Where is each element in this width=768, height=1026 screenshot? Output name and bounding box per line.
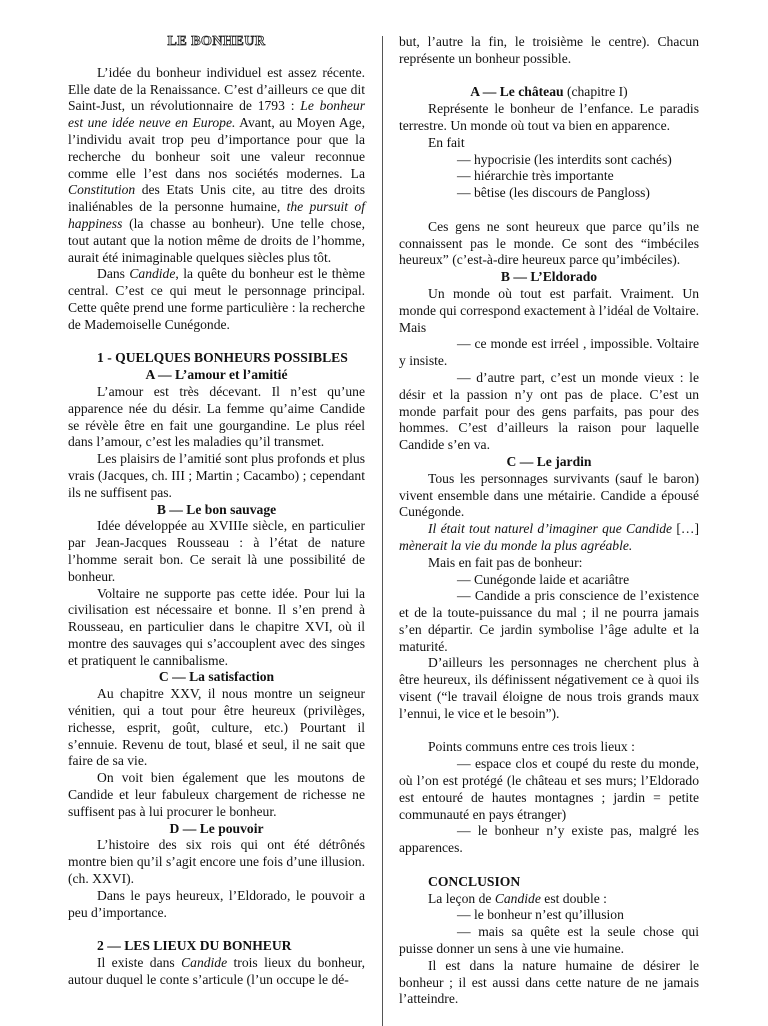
section-1a-paragraph-2: Les plaisirs de l’amitié sont plus profonds et plus vrais (Jacques, ch. III ; Martin ; Cacambo) ; cependant ils ne suffisent pas. — [68, 451, 365, 500]
section-1b-heading: B — Le bon sauvage — [156, 501, 277, 517]
section-1d-paragraph-1: L’histoire des six rois qui ont été détrônés montre bien qu’il s’agit encore une fois d’une illusion. (ch. XXVI). — [68, 837, 365, 887]
intro-paragraph-1: L’idée du bonheur individuel est assez récente. Elle date de la Renaissance. C’est d’ailleurs ce que dit Saint-Just, un révolutionnaire de 1793 : Le bonheur est une idée neuve en Europe. Avant, au Moyen Age, l’individu avait trop peu d’importance pour que la recherche du bonheur soit une valeur reconnue comme elle l’est dans nos sociétés modernes. La Constitution des Etats Unis cite, au titre des droits inaliénables de la personne humaine, the pursuit of happiness (la chasse au bonheur). Une telle chose, tout autant que la notion même de droits de l’homme, aurait été inimaginable quelques siècles plus tôt. — [68, 64, 365, 265]
section-2c-paragraph-2: D’ailleurs les personnages ne cherchent plus à être heureux, ils définissent négativement ce à quoi ils visent (“le travail éloigne de nous trois grands maux l’ennui, le vice et le besoin”). — [399, 655, 699, 721]
section-2-paragraph-continued: but, l’autre la fin, le troisième le centre). Chacun représente un bonheur possible. — [399, 34, 699, 66]
conclusion-heading: CONCLUSION — [428, 873, 521, 889]
section-2b-heading: B — L’Eldorado — [500, 269, 598, 285]
section-2b-bullet-1: — ce monde est irréel , impossible. Voltaire y insiste. — [399, 336, 699, 369]
section-1b-paragraph-2: Voltaire ne supporte pas cette idée. Pour lui la civilisation est nécessaire et bonne. Il s’en prend à Rousseau, en particulier dans le chapitre XVI, où il montre des sauvages qui s’accouplent avec des singes et pratiquent le cannibalisme. — [68, 585, 365, 668]
points-communs-bullet-2: — le bonheur n’y existe pas, malgré les apparences. — [399, 823, 699, 856]
points-communs-heading: Points communs entre ces trois lieux : — [428, 739, 635, 755]
conclusion-paragraph-1: La leçon de Candide est double : — [428, 890, 607, 906]
section-2b-bullet-2: — d’autre part, c’est un monde vieux : le désir et la passion n’y ont pas de place. C’est un monde parfait pour des gens parfaits, pas pour des hommes. C’est d’ailleurs la raison pour laquelle Candide s’en va. — [399, 369, 699, 453]
conclusion-bullet-1: — le bonheur n’est qu’illusion — [457, 907, 624, 923]
section-2a-paragraph-2: Ces gens ne sont heureux que parce qu’ils ne connaissent pas le monde. Ce sont des “imbéciles heureux” (c’est-à-dire heureux parce qu’imbéciles). — [399, 218, 699, 268]
section-1c-paragraph-1: Au chapitre XXV, il nous montre un seigneur vénitien, qui a tout pour être heureux (privilèges, richesse, esprit, goût, culture, etc.) Pourtant il s’ennuie. Revenu de tout, blasé et seul, il ne sait que faire de sa vie. — [68, 686, 365, 769]
section-2-heading: 2 — LES LIEUX DU BONHEUR — [97, 938, 292, 954]
document-title: LE BONHEUR — [167, 34, 266, 49]
left-column — [68, 34, 365, 989]
section-1b-paragraph-1: Idée développée au XVIIIe siècle, en particulier par Jean-Jacques Rousseau : à l’état de nature l’homme serait bon. Ce serait là une possibilité de bonheur. — [68, 518, 365, 584]
right-column — [399, 34, 699, 1008]
section-2c-heading: C — Le jardin — [506, 453, 592, 469]
section-2a-bullet-3: — bêtise (les discours de Pangloss) — [457, 185, 650, 201]
section-2a-heading: A — Le château (chapitre I) — [470, 84, 628, 100]
section-2c-paragraph-1: Tous les personnages survivants (sauf le baron) vivent ensemble dans une métairie. Candide a épousé Cunégonde. — [399, 470, 699, 520]
section-2b-paragraph-1: Un monde où tout est parfait. Vraiment. Un monde qui correspond exactement à l’idéal de Voltaire. Mais — [399, 285, 699, 335]
conclusion-bullet-2: — mais sa quête est la seule chose qui puisse donner un sens à une vie humaine. — [399, 924, 699, 957]
section-2c-mais: Mais en fait pas de bonheur: — [428, 554, 583, 570]
section-1d-heading: D — Le pouvoir — [169, 820, 264, 836]
points-communs-bullet-1: — espace clos et coupé du reste du monde, où l’on est protégé (le château et ses murs; l’Eldorado est entouré de hautes montagnes ; jardin = petite communauté en pays étranger) — [399, 756, 699, 822]
intro-paragraph-2: Dans Candide, la quête du bonheur est le thème central. C’est ce qui meut le personnage principal. Cette quête prend une forme particulière : la recherche de Mademoiselle Cunégonde. — [68, 266, 365, 332]
column-divider — [382, 36, 383, 1026]
section-1a-paragraph-1: L’amour est très décevant. Il n’est qu’une apparence née du désir. La femme qu’aime Candide se révèle être en fait une gourgandine. Le plus réel dans l’amour, c’est les maladies qu’il transmet. — [68, 383, 365, 450]
section-1-heading: 1 - QUELQUES BONHEURS POSSIBLES — [97, 350, 348, 366]
section-2a-en-fait: En fait — [428, 134, 465, 150]
section-2a-bullet-1: — hypocrisie (les interdits sont cachés) — [457, 151, 672, 167]
section-1d-paragraph-2: Dans le pays heureux, l’Eldorado, le pouvoir a peu d’importance. — [68, 887, 365, 920]
section-1c-paragraph-2: On voit bien également que les moutons de Candide et leur fabuleux chargement de richesse ne suffisent pas à lui procurer le bonheur. — [68, 770, 365, 819]
section-2-paragraph-1: Il existe dans Candide trois lieux du bonheur, autour duquel le conte s’articule (l’un occupe le dé- — [68, 955, 366, 987]
section-2c-quote: Il était tout naturel d’imaginer que Candide […] mènerait la vie du monde la plus agréable. — [399, 521, 699, 553]
section-2c-bullet-1: — Cunégonde laide et acariâtre — [457, 571, 630, 587]
section-1c-heading: C — La satisfaction — [158, 669, 275, 685]
section-2c-bullet-2: — Candide a pris conscience de l’existence et de la toute-puissance du mal ; il ne pourra jamais s’en départir. Ce jardin symbolise l’âge adulte et la maturité. — [399, 588, 699, 654]
conclusion-paragraph-2: Il est dans la nature humaine de désirer le bonheur ; il est aussi dans cette nature de ne jamais l’atteindre. — [399, 957, 699, 1007]
section-1a-heading: A — L’amour et l’amitié — [145, 367, 288, 383]
section-2a-bullet-2: — hiérarchie très importante — [457, 168, 614, 184]
section-2a-paragraph-1: Représente le bonheur de l’enfance. Le paradis terrestre. Un monde où tout va bien en apparence. — [399, 101, 699, 133]
